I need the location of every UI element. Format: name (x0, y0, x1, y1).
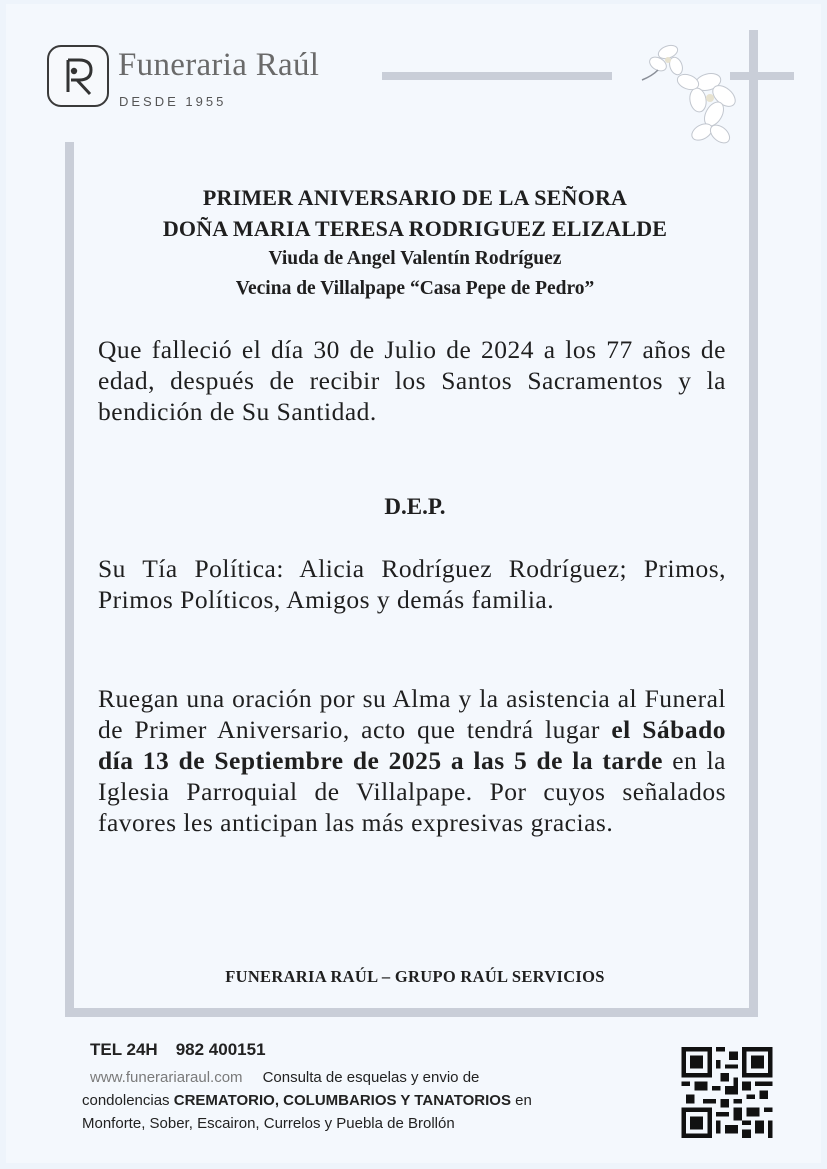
footer-organization: FUNERARIA RAÚL – GRUPO RAÚL SERVICIOS (225, 967, 605, 986)
consult-text: Consulta de esquelas y envio de (262, 1069, 480, 1086)
heading-line-3: Viuda de Angel Valentín Rodríguez (268, 248, 562, 269)
funeraria-logo-icon (47, 45, 109, 107)
website-row (90, 1069, 532, 1086)
funeral-paragraph (98, 683, 726, 838)
frame-line-right (749, 30, 758, 1015)
heading-line-4: Vecina de Villalpape “Casa Pepe de Pedro” (235, 278, 595, 299)
phone-number[interactable]: 982 400151 (175, 1040, 266, 1059)
flowers-icon (628, 30, 746, 148)
heading-line-1: PRIMER ANIVERSARIO DE LA SEÑORA (202, 185, 628, 210)
locations-row: Monforte, Sober, Escairon, Currelos y Puebla de Brollón (82, 1115, 455, 1132)
logo-name: Funeraria Raúl (118, 47, 320, 83)
frame-line-left (65, 142, 74, 1012)
announcement-heading (90, 182, 740, 304)
services-text-a: condolencias (82, 1092, 170, 1109)
services-text-b: en (515, 1092, 532, 1109)
logo-since: DESDE 1955 (119, 94, 227, 109)
contact-block (82, 1040, 532, 1132)
phone-label: TEL 24H (90, 1040, 158, 1059)
family-paragraph: Su Tía Política: Alicia Rodríguez Rodríguez; Primos, Primos Políticos, Amigos y demás familia. (98, 554, 726, 614)
services-row (82, 1092, 532, 1109)
death-paragraph: Que falleció el día 30 de Julio de 2024 a los 77 años de edad, después de recibir los Santos Sacramentos y la bendición de Su Santidad. (98, 335, 726, 426)
website-link[interactable]: www.funerariaraul.com (90, 1069, 243, 1086)
qr-code-icon[interactable] (678, 1047, 776, 1138)
phone-row (90, 1040, 532, 1060)
services-list: CREMATORIO, COLUMBARIOS Y TANATORIOS (173, 1092, 511, 1109)
heading-line-2: DOÑA MARIA TERESA RODRIGUEZ ELIZALDE (162, 216, 668, 241)
dep-text: D.E.P. (384, 494, 446, 519)
frame-line-bottom (65, 1008, 758, 1017)
funeral-text-a: Ruegan una oración por su Alma y la asistencia al Funeral de Primer Aniversario, acto que tendrá lugar (98, 684, 726, 744)
frame-line-top (382, 72, 612, 80)
funeral-text-c: en la Iglesia Parroquial de Villalpape. Por cuyos señalados favores les anticipan las más expresivas gracias. (98, 746, 726, 837)
funeral-date: el Sábado día 13 de Septiembre de 2025 a las 5 de la tarde (98, 715, 727, 775)
